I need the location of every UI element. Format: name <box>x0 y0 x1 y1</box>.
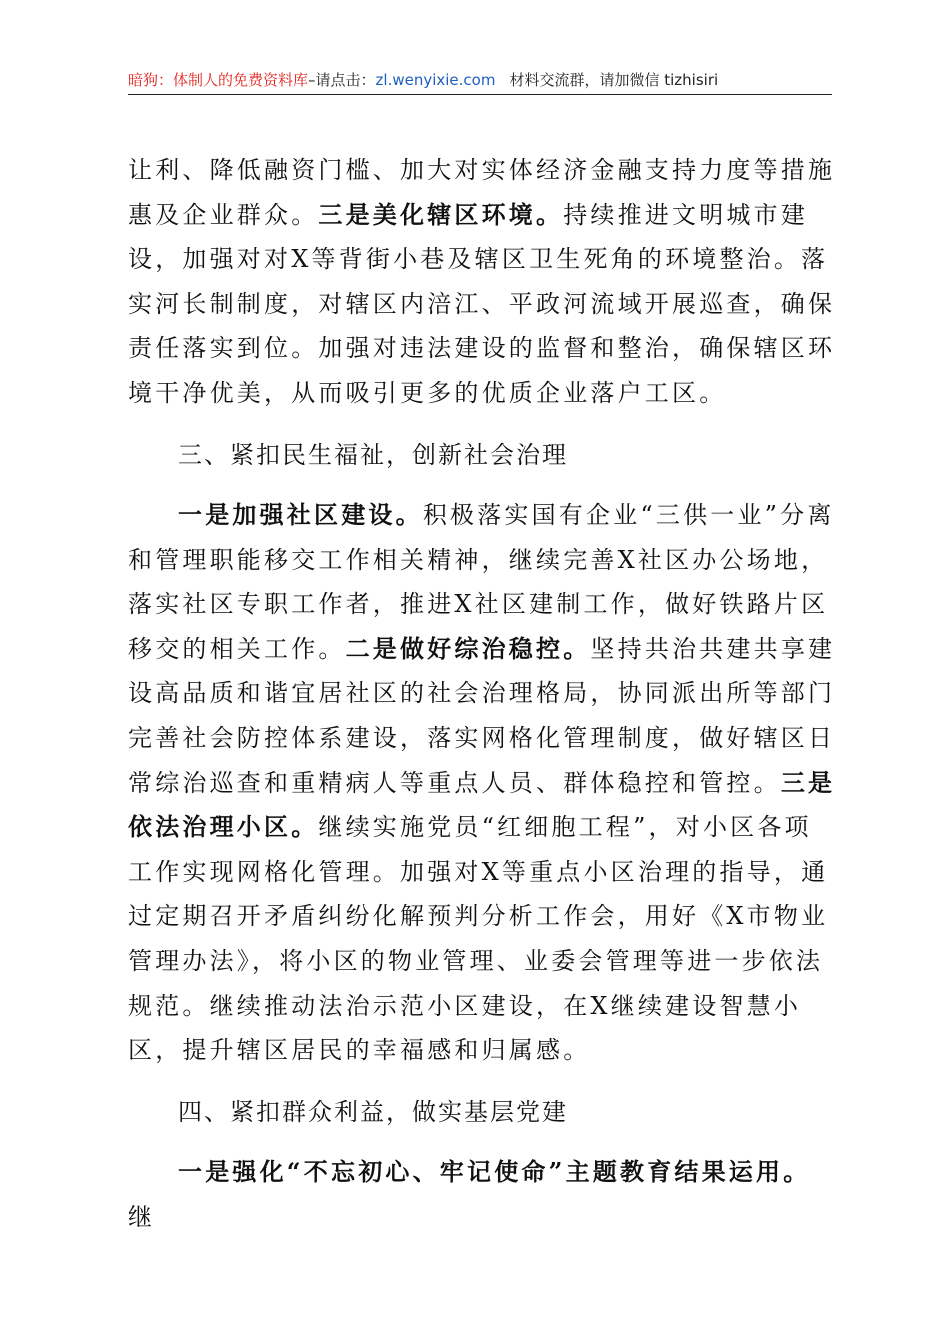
paragraph-social-governance <box>128 493 836 1073</box>
paragraph-text: 继 <box>128 1202 156 1231</box>
paragraph-party-building <box>128 1150 836 1239</box>
section-heading-4: 四、紧扣群众利益，做实基层党建 <box>178 1098 568 1126</box>
section-heading-3: 三、紧扣民生福祉，创新社会治理 <box>178 441 568 469</box>
paragraph-environment <box>128 148 836 416</box>
bold-subheading: 三是美化辖区环境。 <box>318 199 564 229</box>
header-wechat-note: 材料交流群，请加微信 tizhisiri <box>509 71 719 89</box>
bold-subheading: 二是做好综治稳控。 <box>345 633 591 663</box>
bold-subheading: 一是加强社区建设。 <box>178 500 423 529</box>
header-click-prompt: –请点击： <box>308 71 376 89</box>
paragraph-text: 持续推进文明城市建设，加强对对X等背街小巷及辖区卫生死角的环境整治。落实河长制制度，对辖区内涪江、平政河流域开展巡查，确保责任落实到位。加强对违法建设的监督和整治，确保辖区环境干净优美，从而吸引更多的优质企业落户工区。 <box>128 200 836 407</box>
page-header <box>128 70 832 95</box>
header-library-title: 暗狗：体制人的免费资料库 <box>128 71 309 89</box>
paragraph-text: 继续实施党员“红细胞工程”，对小区各项工作实现网格化管理。加强对X等重点小区治理的指导，通过定期召开矛盾纠纷化解预判分析工作会，用好《X市物业管理办法》，将小区的物业管理、业委会管理等进一步依法规范。继续推动法治示范小区建设，在X继续建设智慧小区，提升辖区居民的幸福感和归属感。 <box>128 813 829 1065</box>
paragraph-text: 积极落实国有企业“三供一业”分离和管理职能移交工作相关精神，继续完善X社区办公场地，落实社区专职工作者，推进X社区建制工作，做好铁路片区移交的相关工作。 <box>128 501 835 663</box>
bold-subheading: 三是依法治理小区。 <box>128 767 836 842</box>
paragraph-text: 坚持共治共建共享建设高品质和谐宜居社区的社会治理格局，协同派出所等部门完善社会防控体系建设，落实网格化管理制度，做好辖区日常综治巡查和重精病人等重点人员、群体稳控和管控。 <box>128 634 836 797</box>
header-url-link[interactable]: zl.wenyixie.com <box>375 71 496 89</box>
paragraph-text: 让利、降低融资门槛、加大对实体经济金融支持力度等措施惠及企业群众。 <box>128 156 836 229</box>
bold-subheading: 一是强化“不忘初心、牢记使命”主题教育结果运用。 <box>178 1157 811 1186</box>
